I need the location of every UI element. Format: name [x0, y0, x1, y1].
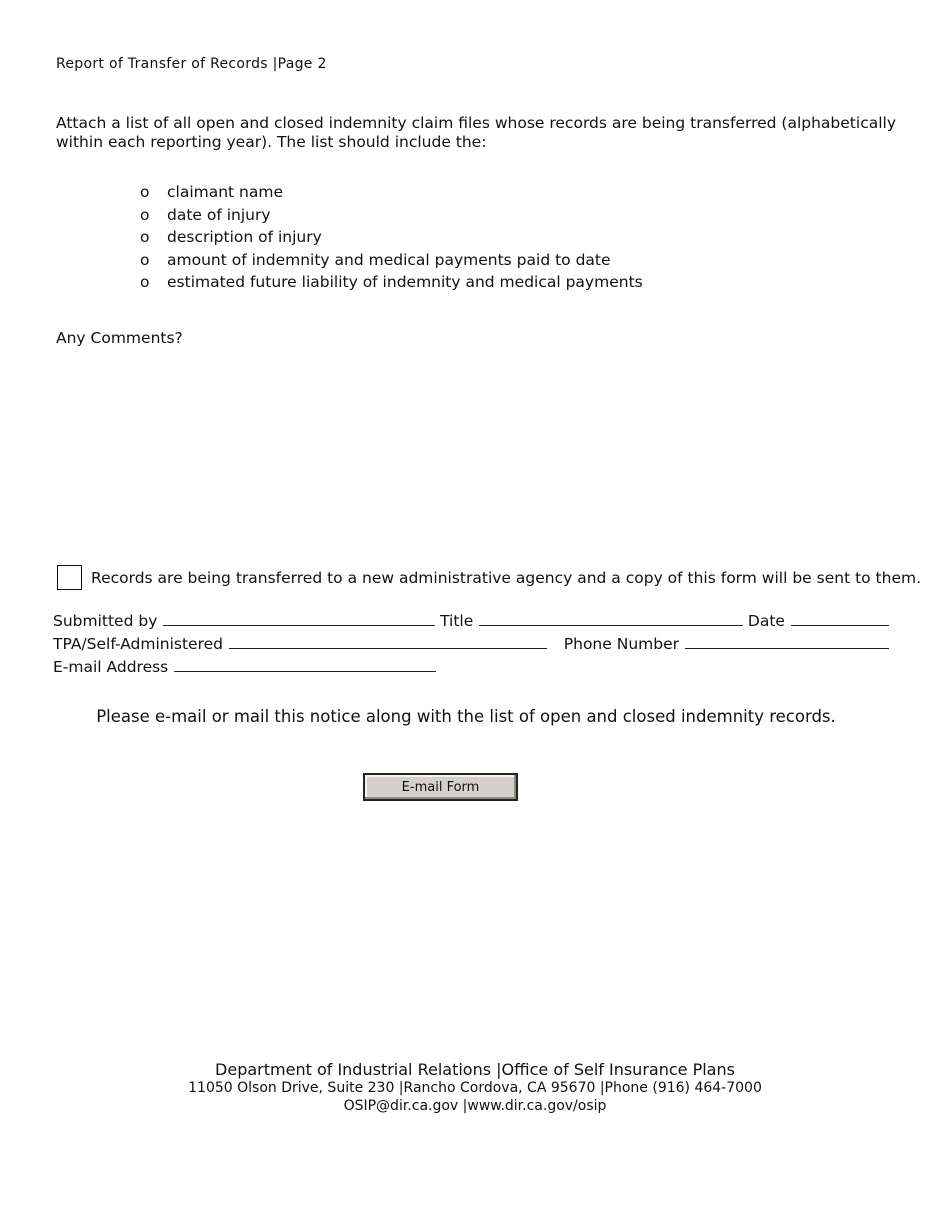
list-item [140, 182, 643, 205]
list-item [140, 205, 643, 228]
phone-field [564, 635, 889, 653]
mail-notice: Please e-mail or mail this notice along with the list of open and closed indemnity records. [96, 707, 836, 726]
tpa-label: TPA/Self-Administered [53, 635, 223, 653]
submitted-by-input[interactable] [163, 613, 435, 626]
tpa-input[interactable] [229, 636, 547, 649]
tpa-row [53, 635, 889, 653]
footer-department: Department of Industrial Relations |Office of Self Insurance Plans [215, 1060, 735, 1079]
phone-input[interactable] [685, 636, 889, 649]
list-item-label: date of injury [167, 205, 271, 224]
bullet-icon: o [140, 228, 150, 247]
bullet-icon: o [140, 205, 150, 224]
phone-label: Phone Number [563, 635, 679, 653]
submitted-by-label: Submitted by [53, 612, 158, 630]
date-field [748, 612, 889, 630]
list-item-label: amount of indemnity and medical payments paid to date [167, 250, 611, 269]
title-input[interactable] [479, 613, 743, 626]
title-field [440, 612, 743, 630]
required-info-list [140, 182, 643, 295]
email-field [53, 658, 436, 676]
date-label: Date [747, 612, 785, 630]
submitter-row [53, 612, 889, 630]
list-item-label: description of injury [167, 228, 322, 247]
page-header: Report of Transfer of Records |Page 2 [56, 56, 327, 72]
records-transfer-checkbox[interactable] [57, 565, 82, 590]
email-row [53, 658, 889, 676]
date-input[interactable] [791, 613, 889, 626]
bullet-icon: o [140, 183, 150, 201]
title-label: Title [440, 612, 474, 630]
comments-label: Any Comments? [56, 329, 183, 347]
email-form-button[interactable]: E-mail Form [363, 773, 518, 801]
intro-paragraph: Attach a list of all open and closed indemnity claim files whose records are being transferred (alphabetically within each reporting year). The list should include the: [56, 114, 896, 151]
footer-address: 11050 Olson Drive, Suite 230 |Rancho Cordova, CA 95670 |Phone (916) 464-7000 [188, 1080, 762, 1096]
email-input[interactable] [174, 659, 436, 672]
list-item-label: estimated future liability of indemnity and medical payments [167, 273, 643, 292]
footer-contact: OSIP@dir.ca.gov |www.dir.ca.gov/osip [343, 1098, 607, 1114]
submitted-by-field [53, 612, 435, 630]
list-item [140, 272, 643, 295]
records-transfer-label: Records are being transferred to a new administrative agency and a copy of this form will be sent to them. [91, 569, 922, 587]
list-item-label: claimant name [167, 183, 284, 201]
bullet-icon: o [140, 250, 150, 269]
tpa-field [53, 635, 547, 653]
bullet-icon: o [140, 273, 150, 292]
email-label: E-mail Address [53, 658, 169, 676]
list-item [140, 250, 643, 273]
list-item [140, 227, 643, 250]
